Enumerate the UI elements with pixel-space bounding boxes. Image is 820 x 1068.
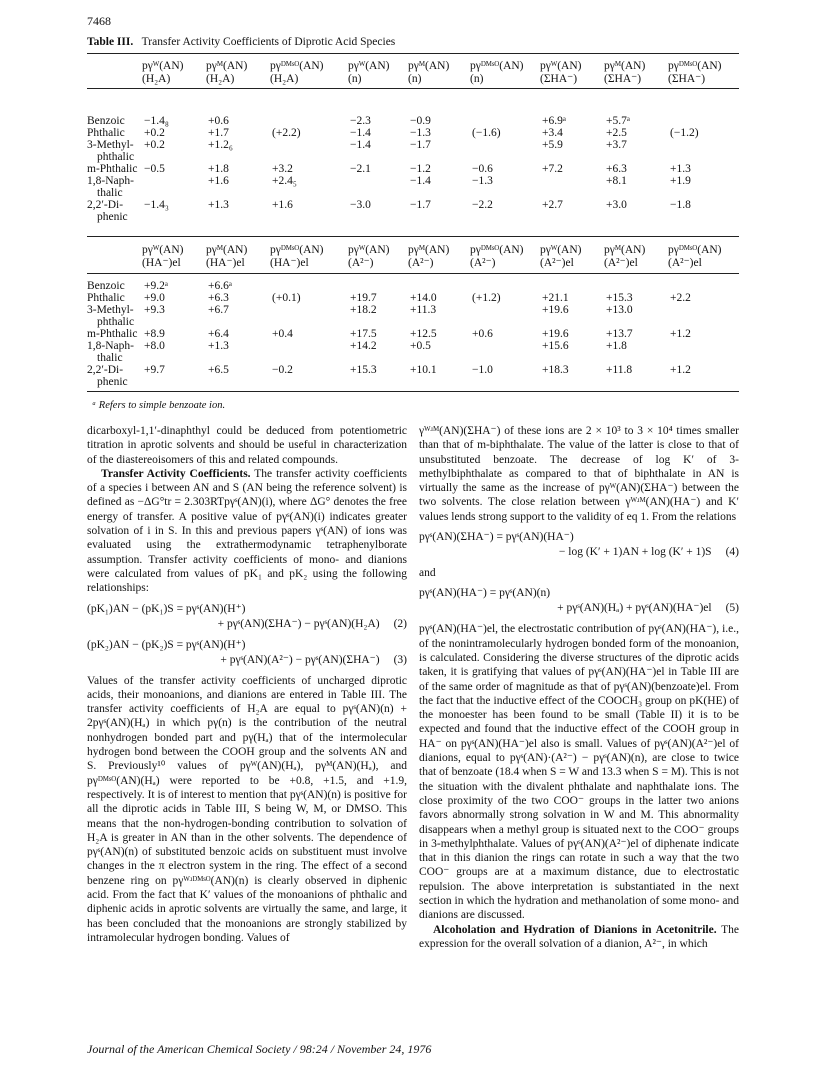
- table-cell: −1.4: [350, 127, 371, 139]
- row-label: phthalic: [97, 316, 135, 328]
- equation-3: (pK₂)AN − (pK₂)S = pγˢ(AN)(H⁺) + pγˢ(AN)(A²⁻) − pγˢ(AN)(ΣHA⁻) (3): [87, 638, 407, 666]
- table-cell: (−1.6): [472, 127, 501, 139]
- column-header: (A²⁻)el: [668, 257, 702, 269]
- table-cell: +0.2: [144, 139, 165, 151]
- table-cell: +1.6: [272, 199, 293, 211]
- table-rule-top: [87, 53, 739, 54]
- table-rule-mid: [87, 236, 739, 237]
- table-cell: −3.0: [350, 199, 371, 211]
- table-cell: +21.1: [542, 292, 569, 304]
- equation-2: (pK₁)AN − (pK₁)S = pγˢ(AN)(H⁺) + pγˢ(AN)(ΣHA⁻) − pγˢ(AN)(H₂A) (2): [87, 602, 407, 630]
- table-cell: +1.8: [606, 340, 627, 352]
- table-rule-header-2: [87, 273, 739, 274]
- right-paragraph-2: pγˢ(AN)(HA⁻)el, the electrostatic contribution of pγˢ(AN)(HA⁻), i.e., of the nonintramolecularly hydrogen bonded form of the monoanion, is calculated. Considering the diverse structures of the diprotic acids taken, it is gratifying that values of pγˢ(AN)(HA⁻)el in Table III are of the same order of magnitude as that of pγˢ(AN)(benzoate)el. From the fact that the inductive effect of the COOCH₃ group on pK(HE) of the monoester has been found to be small (Table II) it is to be expected and found that the inductive effect of the COOH group in HA⁻ on pγˢ(AN)(HA⁻)el also is small. Values of pγˢ(AN)(A²⁻)el of dianions, equal to pγˢ(AN)·(A²⁻) − pγˢ(AN)(n), are close to twice that of benzoate (18.4 when S = W and 13.3 when S = M). This is not the situation with the divalent phthalate and naphthalate ions. The close proximity of the two COO⁻ groups in the latter two anions favors abnormally strong solvation in W and M. This abnormality disappears when a methyl group is situated next to the COO⁻ groups in 3-methylphthalate. Values of pγˢ(AN)(A²⁻)el of diphenate indicate that in this dianion the rings can rotate in such a way that the two COO⁻ groups are at a maximum distance, due to electrostatic repulsion. The above interpretation is substantiated in the next section in which the hydration and methanolation of some mono- and dianions are discussed.: [419, 623, 739, 922]
- column-header: pγᴰᴹˢᴼ(AN): [470, 244, 524, 256]
- table-cell: −0.2: [272, 364, 293, 376]
- table-rule-bottom: [87, 391, 739, 392]
- column-header: (A²⁻)el: [604, 257, 638, 269]
- row-label: m-Phthalic: [87, 328, 138, 340]
- table-cell: +18.2: [350, 304, 377, 316]
- table-cell: +2.7: [542, 199, 563, 211]
- column-header: (A²⁻): [348, 257, 374, 269]
- table-cell: (+0.1): [272, 292, 301, 304]
- column-header: (A²⁻): [408, 257, 434, 269]
- table-label: Table III.: [87, 36, 134, 48]
- table-cell: +7.2: [542, 163, 563, 175]
- table-cell: +1.3: [208, 340, 229, 352]
- table-cell: +9.3: [144, 304, 165, 316]
- column-header: (n): [470, 73, 484, 85]
- table-cell: +19.6: [542, 304, 569, 316]
- column-header: (A²⁻): [470, 257, 496, 269]
- column-header: pγᴰᴹˢᴼ(AN): [668, 244, 722, 256]
- right-paragraph-1: γᵂʴᴹ(AN)(ΣHA⁻) of these ions are 2 × 10³ to 3 × 10⁴ times smaller than that of m-biphthalate. The value of the latter is close to that of unsubstituted benzoate. The decrease of log K′ of 3-methylbiphthalate as compared to that of biphthalate in AN is virtually the same as the increase of pγᵂ(AN)(ΣHA⁻) between the two solvents. The close relation between γᵂʴᴹ(AN)(HA⁻) and K′ values lends strong support to the validity of eq 1. From the relations: [419, 425, 739, 523]
- left-column: [87, 424, 407, 945]
- table-cell: +9.2ᵃ: [144, 280, 169, 292]
- row-label: 1,8-Naph-: [87, 340, 134, 352]
- table-cell: +8.1: [606, 175, 627, 187]
- table-cell: (+2.2): [272, 127, 301, 139]
- column-header: (ΣHA⁻): [668, 73, 706, 85]
- section-heading-transfer: Transfer Activity Coefficients.: [101, 467, 251, 480]
- row-label: Phthalic: [87, 292, 125, 304]
- table-cell: −1.4: [350, 139, 371, 151]
- row-label: 1,8-Naph-: [87, 175, 134, 187]
- equation-4-number: (4): [725, 546, 739, 559]
- row-label: thalic: [97, 352, 123, 364]
- table-cell: +3.4: [542, 127, 563, 139]
- row-label: phthalic: [97, 151, 135, 163]
- column-header: (HA⁻)el: [270, 257, 309, 269]
- table-cell: +2.5: [606, 127, 627, 139]
- table-cell: −2.3: [350, 115, 371, 127]
- table-cell: +5.9: [542, 139, 563, 151]
- left-paragraph-3: Values of the transfer activity coefficients of uncharged diprotic acids, their monoanions, and dianions are entered in Table III. The transfer activity coefficients of H₂A are equal to pγˢ(AN)(n) + 2pγˢ(AN)(Hₐ) in which pγ(n) is the contribution of the neutral nonhydrogen bonded part and pγ(Hₐ) that of the intermolecular hydrogen bond between the COOH group and the solvents AN and S. Previously¹⁰ values of pγᵂ(AN)(Hₐ), pγᴹ(AN)(Hₐ), and pγᴰᴹˢᴼ(AN)(Hₐ) were reported to be +0.8, +1.5, and +1.9, respectively. It is of interest to mention that pγˢ(AN)(n) is positive for all the diprotic acids in Table III, S being W, M, or DMSO. This means that the non-hydrogen-bonding contribution to solvation of H₂A is greater in AN than in the other solvents. The dependence of pγˢ(AN)(n) of substituted benzoic acids on substituent must involve changes in the π electron system in the ring. The effect of a second benzene ring on pγᵂʴᴰᴹˢᴼ(AN)(n) is clearly observed in diphenic acid. From the fact that K′ values of the monoanions of phthalic and diphenic acids in aprotic solvents are virtually the same, and large, it has been concluded that the monoanions are strongly stabilized by intramolecular hydrogen bonding. Values of: [87, 674, 407, 944]
- table-cell: +13.7: [606, 328, 633, 340]
- table-cell: +8.0: [144, 340, 165, 352]
- row-label: Phthalic: [87, 127, 125, 139]
- table-cell: +1.3: [670, 163, 691, 175]
- row-label: 2,2′-Di-: [87, 364, 124, 376]
- table-cell: −1.8: [670, 199, 691, 211]
- table-cell: +3.0: [606, 199, 627, 211]
- table-cell: +5.7ᵃ: [606, 115, 631, 127]
- table-cell: −1.2: [410, 163, 431, 175]
- journal-footer: Journal of the American Chemical Society / 98:24 / November 24, 1976: [87, 1042, 432, 1056]
- table-footnote: ᵃ Refers to simple benzoate ion.: [92, 400, 226, 411]
- table-cell: −1.7: [410, 199, 431, 211]
- table-cell: −2.2: [472, 199, 493, 211]
- row-label: 3-Methyl-: [87, 139, 134, 151]
- table-cell: +2.2: [670, 292, 691, 304]
- row-label: 3-Methyl-: [87, 304, 134, 316]
- table-cell: +1.8: [208, 163, 229, 175]
- column-header: pγᴰᴹˢᴼ(AN): [270, 60, 324, 72]
- table-cell: +11.3: [410, 304, 437, 316]
- table-cell: +1.6: [208, 175, 229, 187]
- table-cell: +13.0: [606, 304, 633, 316]
- table-cell: +2.4₅: [272, 175, 297, 187]
- table-cell: +6.3: [606, 163, 627, 175]
- column-header: pγᵂ(AN): [540, 60, 582, 72]
- column-header: (A²⁻)el: [540, 257, 574, 269]
- table-cell: +15.3: [606, 292, 633, 304]
- row-label: 2,2′-Di-: [87, 199, 124, 211]
- table-cell: +10.1: [410, 364, 437, 376]
- column-header: pγᴹ(AN): [604, 60, 646, 72]
- row-label: phenic: [97, 211, 128, 223]
- table-cell: +6.9ᵃ: [542, 115, 567, 127]
- column-header: (ΣHA⁻): [604, 73, 642, 85]
- table-rule-header-1: [87, 88, 739, 89]
- left-paragraph-2: Transfer Activity Coefficients. The transfer activity coefficients of a species i between AN and S (AN being the reference solvent) is defined as −ΔG°tr = 2.303RTpγˢ(AN)(i), where ΔG° denotes the free energy of transfer. A positive value of pγˢ(AN)(i) indicates greater solvation of i in S. In this and previous papers γˢ(AN) of ions was evaluated using the extrathermodynamic tetraphenylborate assumption. Transfer activity coefficients of mono- and dianions were calculated from values of pK₁ and pK₂ using the following relationships:: [87, 467, 407, 595]
- table-cell: −0.9: [410, 115, 431, 127]
- table-cell: +6.5: [208, 364, 229, 376]
- table-cell: +19.6: [542, 328, 569, 340]
- row-label: thalic: [97, 187, 123, 199]
- table-cell: +0.4: [272, 328, 293, 340]
- table-cell: +6.7: [208, 304, 229, 316]
- column-header: pγᵂ(AN): [540, 244, 582, 256]
- table-cell: +1.9: [670, 175, 691, 187]
- table-cell: +1.3: [208, 199, 229, 211]
- row-label: phenic: [97, 376, 128, 388]
- table-cell: +14.2: [350, 340, 377, 352]
- table-title: Transfer Activity Coefficients of Diprotic Acid Species: [141, 36, 396, 48]
- table-cell: +6.6ᵃ: [208, 280, 233, 292]
- table-cell: +15.6: [542, 340, 569, 352]
- column-header: pγᵂ(AN): [348, 244, 390, 256]
- table-cell: +19.7: [350, 292, 377, 304]
- table-cell: +3.2: [272, 163, 293, 175]
- column-header: pγᵂ(AN): [348, 60, 390, 72]
- table-cell: +9.0: [144, 292, 165, 304]
- column-header: pγᴹ(AN): [408, 60, 450, 72]
- column-header: (H₂A): [142, 73, 171, 85]
- column-header: pγᴹ(AN): [604, 244, 646, 256]
- table-cell: (+1.2): [472, 292, 501, 304]
- table-cell: +8.9: [144, 328, 165, 340]
- table-cell: +18.3: [542, 364, 569, 376]
- column-header: (ΣHA⁻): [540, 73, 578, 85]
- table-cell: +12.5: [410, 328, 437, 340]
- table-cell: +9.7: [144, 364, 165, 376]
- table-cell: −1.7: [410, 139, 431, 151]
- table-cell: −0.6: [472, 163, 493, 175]
- table-cell: +6.3: [208, 292, 229, 304]
- table-cell: −1.3: [410, 127, 431, 139]
- table-cell: −1.3: [472, 175, 493, 187]
- table-cell: +1.2: [670, 328, 691, 340]
- equation-3-number: (3): [393, 653, 407, 666]
- table-cell: −1.4₃: [144, 199, 169, 211]
- right-column: [419, 424, 739, 951]
- table-cell: −2.1: [350, 163, 371, 175]
- section-heading-alcoholation: Alcoholation and Hydration of Dianions in Acetonitrile.: [433, 923, 717, 936]
- and-connector: and: [419, 567, 436, 580]
- table-caption: [87, 36, 395, 48]
- column-header: (HA⁻)el: [142, 257, 181, 269]
- table-cell: −1.0: [472, 364, 493, 376]
- table-cell: +0.6: [472, 328, 493, 340]
- row-label: Benzoic: [87, 280, 125, 292]
- column-header: (n): [348, 73, 362, 85]
- table-cell: +6.4: [208, 328, 229, 340]
- table-cell: +17.5: [350, 328, 377, 340]
- equation-4: pγˢ(AN)(ΣHA⁻) = pγˢ(AN)(HA⁻) − log (K′ + 1)AN + log (K′ + 1)S (4): [419, 531, 739, 559]
- column-header: (n): [408, 73, 422, 85]
- table-cell: +3.7: [606, 139, 627, 151]
- table-cell: +0.2: [144, 127, 165, 139]
- table-cell: +14.0: [410, 292, 437, 304]
- equation-2-number: (2): [393, 617, 407, 630]
- column-header: (HA⁻)el: [206, 257, 245, 269]
- left-paragraph-1: dicarboxyl-1,1′-dinaphthyl could be deduced from potentiometric titration in aprotic solvents and should be useful in characterization of the diastereoisomers of this and related compounds.: [87, 425, 407, 466]
- page-number: 7468: [87, 14, 111, 28]
- table-cell: +15.3: [350, 364, 377, 376]
- column-header: pγᴰᴹˢᴼ(AN): [470, 60, 524, 72]
- column-header: pγᴰᴹˢᴼ(AN): [270, 244, 324, 256]
- column-header: pγᴹ(AN): [408, 244, 450, 256]
- table-cell: −1.4₈: [144, 115, 169, 127]
- right-paragraph-3: Alcoholation and Hydration of Dianions in Acetonitrile. The expression for the overall solvation of a dianion, A²⁻, in which: [419, 923, 740, 950]
- table-cell: +0.6: [208, 115, 229, 127]
- column-header: pγᴰᴹˢᴼ(AN): [668, 60, 722, 72]
- table-cell: (−1.2): [670, 127, 699, 139]
- table-cell: +1.2: [670, 364, 691, 376]
- table-cell: −0.5: [144, 163, 165, 175]
- equation-5: pγˢ(AN)(HA⁻) = pγˢ(AN)(n) + pγˢ(AN)(Hₐ) + pγˢ(AN)(HA⁻)el (5): [419, 587, 739, 615]
- table-cell: +0.5: [410, 340, 431, 352]
- table-cell: −1.4: [410, 175, 431, 187]
- table-cell: +11.8: [606, 364, 633, 376]
- column-header: pγᵂ(AN): [142, 244, 184, 256]
- column-header: (H₂A): [206, 73, 235, 85]
- column-header: pγᴹ(AN): [206, 60, 248, 72]
- column-header: pγᵂ(AN): [142, 60, 184, 72]
- table-cell: +1.7: [208, 127, 229, 139]
- row-label: Benzoic: [87, 115, 125, 127]
- column-header: (H₂A): [270, 73, 299, 85]
- equation-5-number: (5): [725, 602, 739, 615]
- column-header: pγᴹ(AN): [206, 244, 248, 256]
- table-cell: +1.2₆: [208, 139, 233, 151]
- row-label: m-Phthalic: [87, 163, 138, 175]
